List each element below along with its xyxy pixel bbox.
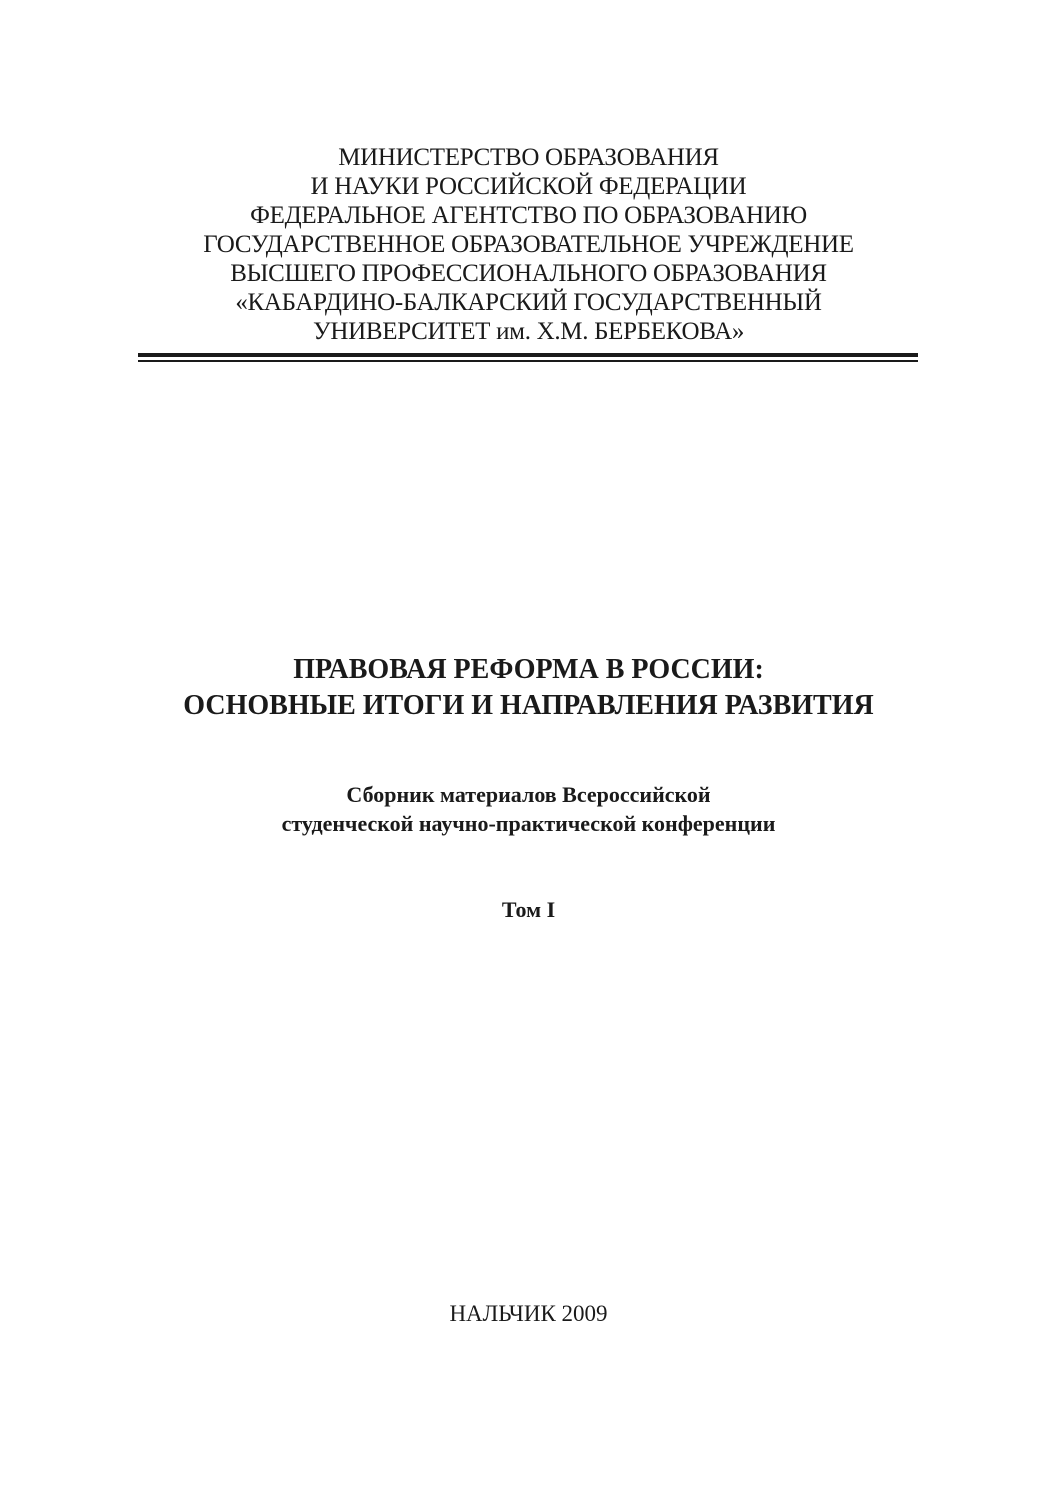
imprint-city-year: НАЛЬЧИК 2009 [449,1301,608,1326]
header-divider-thin [138,360,918,362]
header-line-federation: И НАУКИ РОССИЙСКОЙ ФЕДЕРАЦИИ [310,173,747,200]
institution-header [0,143,1057,346]
header-line-university-named-after: УНИВЕРСИТЕТ им. Х.М. БЕРБЕКОВА» [312,318,745,345]
header-line-institution-type: ГОСУДАРСТВЕННОЕ ОБРАЗОВАТЕЛЬНОЕ УЧРЕЖДЕНИЕ [203,231,854,258]
header-line-education-level: ВЫСШЕГО ПРОФЕССИОНАЛЬНОГО ОБРАЗОВАНИЯ [230,260,827,287]
subtitle-line-1: Сборник материалов Всероссийской [346,782,711,807]
document-subtitle [0,780,1057,838]
header-line-ministry: МИНИСТЕРСТВО ОБРАЗОВАНИЯ [338,144,719,171]
header-line-university-name: «КАБАРДИНО-БАЛКАРСКИЙ ГОСУДАРСТВЕННЫЙ [235,289,822,316]
title-line-1: ПРАВОВАЯ РЕФОРМА В РОССИИ: [293,654,764,685]
header-divider-thick [138,353,918,357]
volume-label: Том I [501,897,556,922]
document-title [0,652,1057,724]
title-line-2: ОСНОВНЫЕ ИТОГИ И НАПРАВЛЕНИЯ РАЗВИТИЯ [183,690,874,721]
header-line-agency: ФЕДЕРАЛЬНОЕ АГЕНТСТВО ПО ОБРАЗОВАНИЮ [250,202,807,229]
subtitle-line-2: студенческой научно-практической конференции [281,811,776,836]
